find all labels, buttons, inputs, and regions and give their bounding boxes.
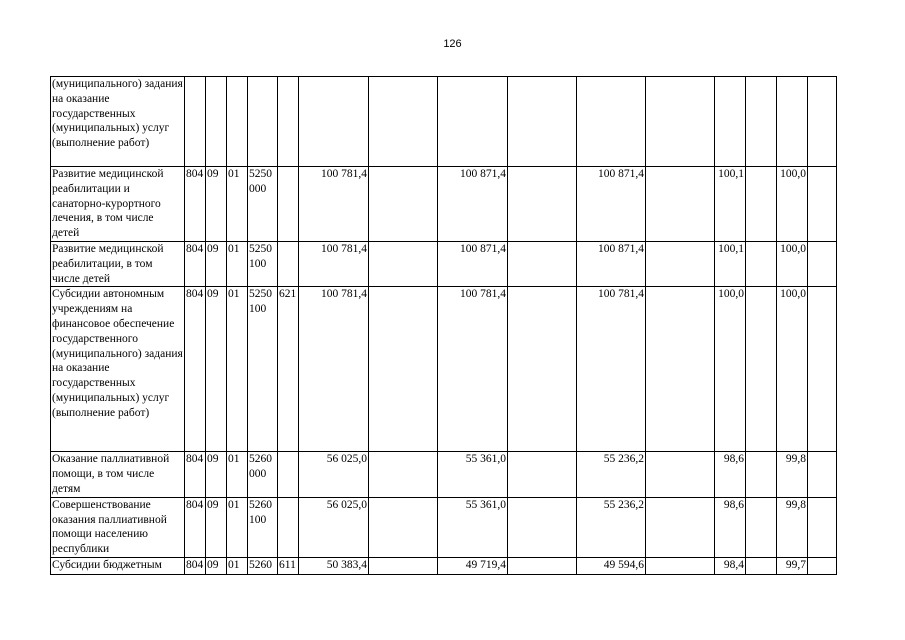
value-2-cell: 55 361,0 [438,452,508,497]
row-name-cell: Оказание паллиативной помощи, в том числе детям [51,452,185,497]
percent-1-cell: 100,0 [715,287,746,452]
empty-cell [646,287,715,452]
empty-cell [746,557,777,574]
ministry-code-cell: 804 [185,241,206,286]
ministry-code-cell: 804 [185,167,206,242]
percent-2-cell: 100,0 [777,287,808,452]
section-code-cell: 09 [206,452,227,497]
subsection-code-cell: 01 [227,241,248,286]
empty-cell [646,241,715,286]
empty-cell [808,287,837,452]
empty-cell [646,497,715,557]
table-row [51,287,837,452]
percent-2-cell: 99,8 [777,497,808,557]
target-article-cell [248,77,278,167]
value-2-cell: 100 871,4 [438,167,508,242]
percent-2-cell [777,77,808,167]
value-3-cell: 55 236,2 [577,452,646,497]
empty-cell [508,241,577,286]
value-1-cell [299,77,369,167]
row-name-cell: Субсидии автономным учреждениям на финансовое обеспечение государственного (муниципального) задания на оказание государственных (муниципальных) услуг (выполнение работ) [51,287,185,452]
value-1-cell: 50 383,4 [299,557,369,574]
expense-type-cell: 611 [278,557,299,574]
percent-2-cell: 99,8 [777,452,808,497]
empty-cell [369,557,438,574]
value-3-cell: 100 781,4 [577,287,646,452]
percent-1-cell: 98,6 [715,497,746,557]
empty-cell [369,167,438,242]
empty-cell [808,497,837,557]
empty-cell [746,77,777,167]
percent-1-cell [715,77,746,167]
empty-cell [808,77,837,167]
subsection-code-cell: 01 [227,557,248,574]
empty-cell [808,557,837,574]
target-article-cell: 5250 100 [248,287,278,452]
empty-cell [746,241,777,286]
budget-table [50,76,837,575]
target-article-cell: 5250 100 [248,241,278,286]
percent-2-cell: 99,7 [777,557,808,574]
empty-cell [808,452,837,497]
value-1-cell: 100 781,4 [299,167,369,242]
value-3-cell: 100 871,4 [577,167,646,242]
ministry-code-cell: 804 [185,557,206,574]
empty-cell [508,77,577,167]
empty-cell [369,452,438,497]
expense-type-cell [278,241,299,286]
empty-cell [746,497,777,557]
percent-1-cell: 100,1 [715,167,746,242]
table-row [51,452,837,497]
value-1-cell: 56 025,0 [299,497,369,557]
value-2-cell [438,77,508,167]
value-2-cell: 100 781,4 [438,287,508,452]
empty-cell [646,452,715,497]
percent-1-cell: 98,4 [715,557,746,574]
value-2-cell: 49 719,4 [438,557,508,574]
percent-2-cell: 100,0 [777,241,808,286]
empty-cell [369,287,438,452]
section-code-cell: 09 [206,241,227,286]
table-row [51,77,837,167]
section-code-cell: 09 [206,287,227,452]
empty-cell [808,167,837,242]
value-1-cell: 100 781,4 [299,241,369,286]
table-row [51,557,837,574]
empty-cell [808,241,837,286]
empty-cell [646,77,715,167]
row-name-cell: Субсидии бюджетным [51,557,185,574]
section-code-cell: 09 [206,557,227,574]
percent-1-cell: 98,6 [715,452,746,497]
empty-cell [369,497,438,557]
ministry-code-cell: 804 [185,287,206,452]
row-name-cell: Развитие медицинской реабилитации, в том числе детей [51,241,185,286]
row-name-cell: Совершенствование оказания паллиативной помощи населению республики [51,497,185,557]
empty-cell [508,557,577,574]
ministry-code-cell: 804 [185,497,206,557]
subsection-code-cell [227,77,248,167]
section-code-cell [206,77,227,167]
table-row [51,497,837,557]
percent-2-cell: 100,0 [777,167,808,242]
expense-type-cell: 621 [278,287,299,452]
page-number: 126 [443,38,462,50]
expense-type-cell [278,167,299,242]
empty-cell [508,167,577,242]
target-article-cell: 5260 100 [248,497,278,557]
target-article-cell: 5260 [248,557,278,574]
percent-1-cell: 100,1 [715,241,746,286]
subsection-code-cell: 01 [227,497,248,557]
ministry-code-cell: 804 [185,452,206,497]
empty-cell [508,287,577,452]
empty-cell [369,241,438,286]
row-name-cell: Развитие медицинской реабилитации и санаторно-курортного лечения, в том числе детей [51,167,185,242]
table-row [51,241,837,286]
empty-cell [508,497,577,557]
empty-cell [646,167,715,242]
expense-type-cell [278,77,299,167]
table-row [51,167,837,242]
section-code-cell: 09 [206,167,227,242]
subsection-code-cell: 01 [227,287,248,452]
expense-type-cell [278,452,299,497]
section-code-cell: 09 [206,497,227,557]
empty-cell [746,167,777,242]
subsection-code-cell: 01 [227,167,248,242]
value-3-cell: 55 236,2 [577,497,646,557]
empty-cell [746,452,777,497]
value-1-cell: 100 781,4 [299,287,369,452]
row-name-cell: (муниципального) задания на оказание государственных (муниципальных) услуг (выполнение работ) [51,77,185,167]
expense-type-cell [278,497,299,557]
value-1-cell: 56 025,0 [299,452,369,497]
ministry-code-cell [185,77,206,167]
target-article-cell: 5250 000 [248,167,278,242]
empty-cell [508,452,577,497]
empty-cell [646,557,715,574]
subsection-code-cell: 01 [227,452,248,497]
target-article-cell: 5260 000 [248,452,278,497]
value-3-cell: 100 871,4 [577,241,646,286]
value-2-cell: 100 871,4 [438,241,508,286]
value-3-cell: 49 594,6 [577,557,646,574]
value-2-cell: 55 361,0 [438,497,508,557]
empty-cell [369,77,438,167]
value-3-cell [577,77,646,167]
empty-cell [746,287,777,452]
